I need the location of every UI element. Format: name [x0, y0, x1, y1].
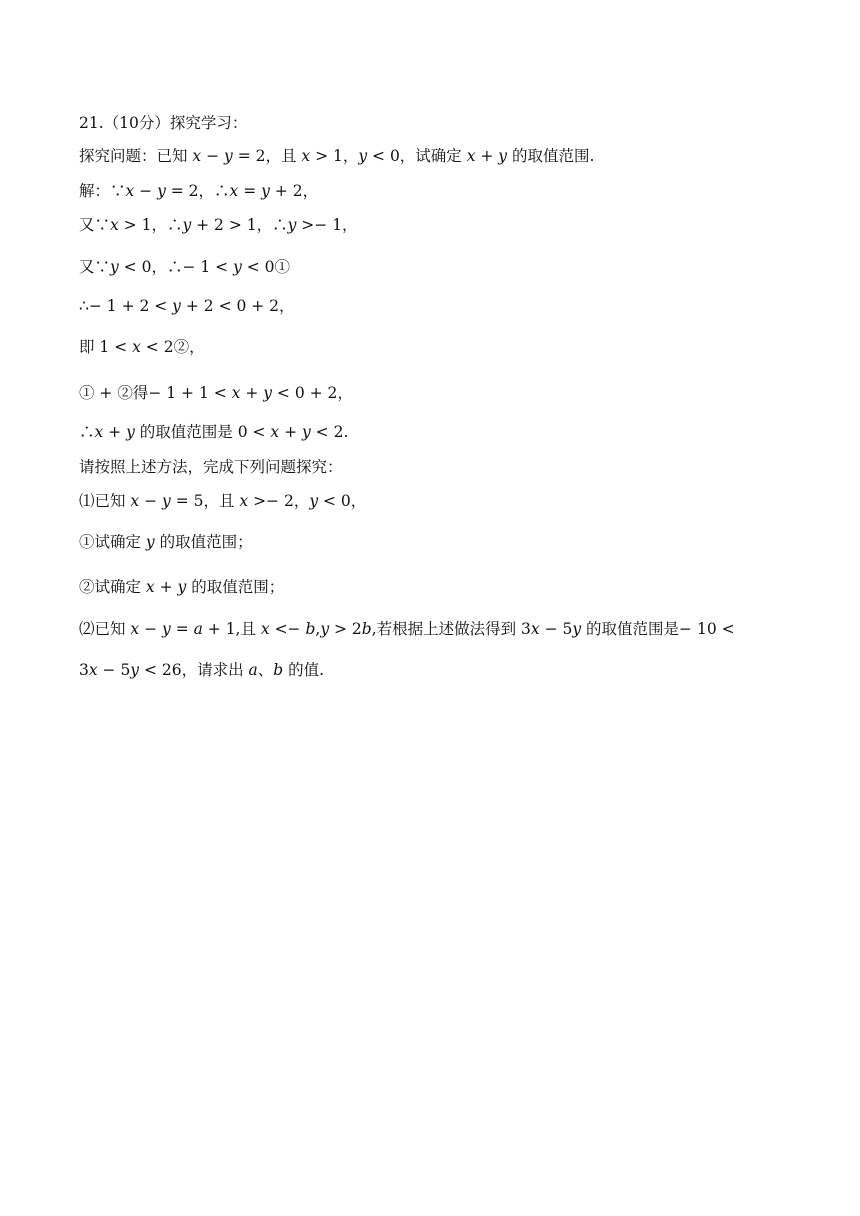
- solution-conclusion: ∴𝑥 + 𝑦 的取值范围是 0 < 𝑥 + 𝑦 < 2.: [79, 423, 349, 441]
- task-instruction: 请按照上述方法，完成下列问题探究：: [79, 458, 343, 476]
- part-1-given: ⑴已知 𝑥 − 𝑦 = 5，且 𝑥 >− 2，𝑦 < 0，: [79, 492, 367, 510]
- solution-line-3: 又∵𝑦 < 0，∴− 1 < 𝑦 < 0①: [79, 258, 291, 276]
- solution-line-2: 又∵𝑥 > 1，∴𝑦 + 2 > 1，∴𝑦 >− 1，: [79, 216, 358, 234]
- solution-line-1: 解：∵𝑥 − 𝑦 = 2，∴𝑥 = 𝑦 + 2，: [79, 182, 319, 200]
- part-1-question-b: ②试确定 𝑥 + 𝑦 的取值范围；: [79, 578, 285, 596]
- part-1-question-a: ①试确定 𝑦 的取值范围；: [79, 533, 253, 551]
- problem-statement: 探究问题：已知 𝑥 − 𝑦 = 2，且 𝑥 > 1，𝑦 < 0，试确定 𝑥 + 𝑦 的取值范围.: [79, 147, 595, 165]
- part-2-question: 3𝑥 − 5𝑦 < 26，请求出 𝑎、𝑏 的值.: [79, 661, 325, 679]
- part-2-given: ⑵已知 𝑥 − 𝑦 = 𝑎 + 1,且 𝑥 <− 𝑏,𝑦 > 2𝑏,若根据上述做法得到 3𝑥 − 5𝑦 的取值范围是− 10 <: [79, 620, 735, 638]
- problem-header: 21.（10分）探究学习：: [79, 114, 248, 132]
- solution-line-6: ① + ②得− 1 + 1 < 𝑥 + 𝑦 < 0 + 2，: [79, 384, 353, 402]
- solution-line-4: ∴− 1 + 2 < 𝑦 + 2 < 0 + 2，: [79, 297, 295, 315]
- solution-line-5: 即 1 < 𝑥 < 2②，: [79, 338, 205, 356]
